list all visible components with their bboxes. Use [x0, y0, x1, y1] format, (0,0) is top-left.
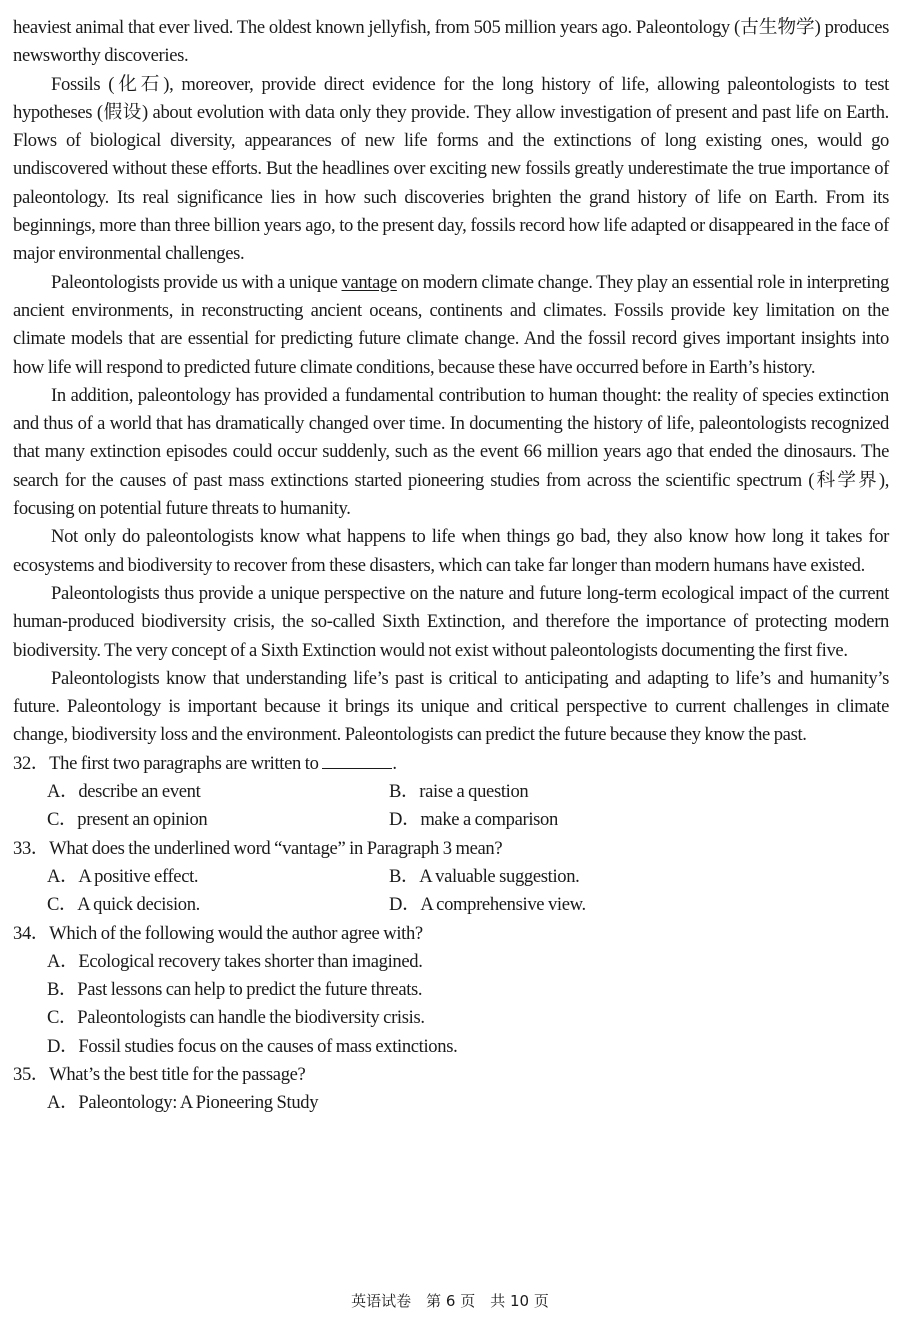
question-32-options [13, 778, 889, 835]
passage-paragraph-6: Paleontologists thus provide a unique perspective on the nature and future long-term ecological impact of the current human-produced biodiversity crisis, the so-called Sixth Extinction, and therefore the importance of protecting modern biodiversity. The very concept of a Sixth Extinction would not exist without paleontologists documenting the first five. [13, 582, 889, 661]
option-d[interactable]: D．Fossil studies focus on the causes of mass extinctions. [47, 1035, 458, 1057]
question-34-options [13, 948, 889, 1061]
underlined-word-vantage: vantage [341, 271, 397, 293]
page-footer: 英语试卷 第 6 页 共 10 页 [351, 1292, 549, 1310]
option-d[interactable]: D．A comprehensive view. [389, 894, 586, 916]
question-34 [13, 920, 889, 1061]
passage-paragraph-4: In addition, paleontology has provided a fundamental contribution to human thought: the reality of species extinction and thus of a world that has dramatically changed over time. In documenting the history of life, paleontologists recognized that many extinction episodes could occur suddenly, such as the event 66 million years ago that ended the dinosaurs. The search for the causes of past mass extinctions started pioneering studies from across the scientific spectrum (科学界), focusing on potential future threats to humanity. [13, 384, 889, 520]
option-a[interactable]: A．describe an event [47, 781, 201, 803]
question-32-stem [13, 750, 889, 778]
question-35-options [13, 1089, 889, 1117]
option-c[interactable]: C．Paleontologists can handle the biodiversity crisis. [47, 1007, 425, 1029]
exam-page [13, 14, 889, 1118]
option-d[interactable]: D．make a comparison [389, 809, 558, 831]
option-c[interactable]: C．A quick decision. [47, 894, 200, 916]
option-a[interactable]: A．A positive effect. [47, 865, 199, 887]
option-c[interactable]: C．present an opinion [47, 809, 208, 831]
option-a[interactable]: A．Ecological recovery takes shorter than imagined. [47, 950, 423, 972]
paragraph-3-rest: on modern climate change. They play an essential role in interpreting ancient environments, in reconstructing ancient oceans, continents and climates. Fossils provide key limitation on the climate models that are essential for predicting future climate change. And the fossil record gives important insights into how life will respond to predicted future climate conditions, because these have occurred before in Earth’s history. [13, 271, 890, 378]
option-b[interactable]: B．A valuable suggestion. [389, 865, 580, 887]
passage-paragraph-3 [13, 269, 889, 382]
option-a[interactable]: A．Paleontology: A Pioneering Study [47, 1092, 319, 1114]
paragraph-3-start: Paleontologists provide us with a unique [51, 271, 342, 293]
question-32-tail: . [392, 752, 397, 774]
question-32 [13, 750, 889, 835]
question-32-text: 32．The first two paragraphs are written to [13, 752, 323, 774]
question-35-stem: 35．What’s the best title for the passage? [13, 1063, 306, 1085]
question-33-stem: 33．What does the underlined word “vantage” in Paragraph 3 mean? [13, 837, 503, 859]
passage-paragraph-2: Fossils (化石), moreover, provide direct evidence for the long history of life, allowing paleontologists to test hypotheses (假设) about evolution with data only they provide. They allow investigation of present and past life on Earth. Flows of biological diversity, appearances of new life forms and the extinctions of long existing ones, would go undiscovered without these efforts. But the headlines over exciting new fossils greatly underestimate the true importance of paleontology. Its real significance lies in how such discoveries brighten the grand history of life on Earth. From its beginnings, more than three billion years ago, to the present day, fossils record how life adapted or disappeared in the face of major environmental challenges. [13, 73, 889, 265]
option-b[interactable]: B．Past lessons can help to predict the future threats. [47, 979, 423, 1001]
passage-paragraph-5: Not only do paleontologists know what happens to life when things go bad, they also know how long it takes for ecosystems and biodiversity to recover from these disasters, which can take far longer than modern humans have existed. [13, 526, 889, 576]
option-b[interactable]: B．raise a question [389, 781, 529, 803]
passage-paragraph-1: heaviest animal that ever lived. The oldest known jellyfish, from 505 million years ago. Paleontology (古生物学) produces newsworthy discoveries. [13, 17, 889, 67]
question-33 [13, 835, 889, 920]
passage-paragraph-7: Paleontologists know that understanding life’s past is critical to anticipating and adapting to life’s and humanity’s future. Paleontology is important because it brings its unique and critical perspective to current challenges in climate change, biodiversity loss and the environment. Paleontologists can predict the future because they know the past. [13, 667, 889, 746]
question-34-stem: 34．Which of the following would the author agree with? [13, 922, 423, 944]
question-33-options [13, 863, 889, 920]
question-35 [13, 1061, 889, 1118]
answer-blank [322, 750, 392, 769]
